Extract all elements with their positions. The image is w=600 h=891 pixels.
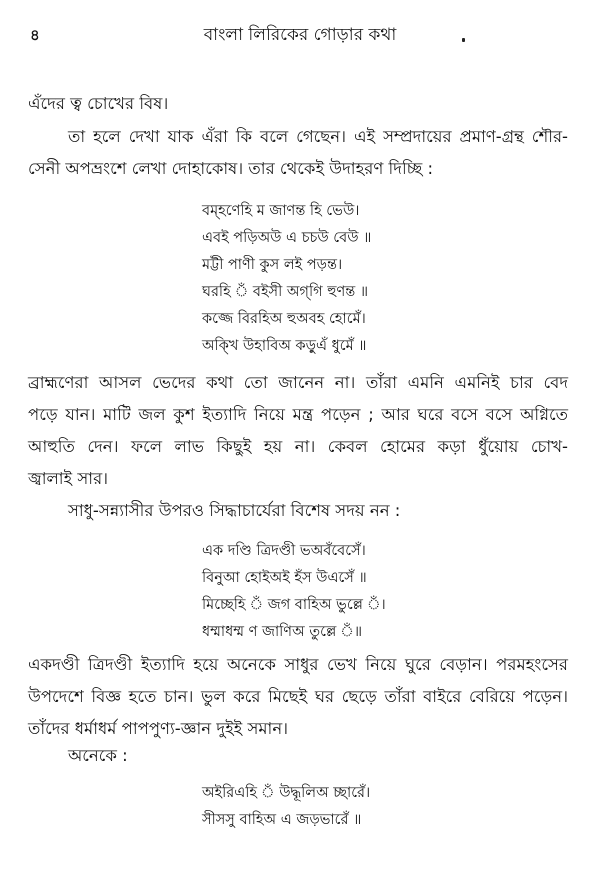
verse-line: অক্খি উহাবিঅ কড়ুএঁ ধুমেঁ ॥ bbox=[202, 338, 367, 354]
page-header bbox=[0, 22, 600, 46]
text-line: উপদেশে বিজ্ঞ হতে চান। ভুল করে মিছেই ঘর ছেড়ে তাঁরা বাইরে বেরিয়ে পড়েন। bbox=[28, 687, 568, 706]
verse-line: ধম্মাধম্ম ণ জাণিঅ তুল্লে ঁ॥ bbox=[202, 624, 363, 640]
verse-line: ঘরহি ঁ বইসী অগ্‌গি হুণন্ত ॥ bbox=[202, 284, 369, 300]
text-line: একদণ্ডী ত্রিদণ্ডী ইত্যাদি হয়ে অনেকে সাধুর ভেখ নিয়ে ঘুরে বেড়ান। পরমহংসের bbox=[28, 655, 568, 674]
text-line: সাধু-সন্ন্যাসীর উপরও সিদ্ধাচার্যেরা বিশেষ সদয় নন : bbox=[68, 501, 401, 520]
verse-line: এক দণ্ডি ত্রিদণ্ডী ভঅবঁবেসেঁ। bbox=[202, 543, 366, 559]
text-line: আহুতি দেন। ফলে লাভ কিছুই হয় না। কেবল হোমের কড়া ধুঁয়োয় চোখ- bbox=[28, 437, 568, 456]
verse-line: কজ্জে বিরহিঅ হুঅবহ হোমেঁ। bbox=[202, 311, 366, 327]
text-line: সেনী অপভ্রংশে লেখা দোহাকোষ। তার থেকেই উদাহরণ দিচ্ছি : bbox=[28, 159, 434, 178]
paragraph-2 bbox=[28, 121, 568, 185]
text-line: তাঁদের ধর্মাধর্ম পাপপুণ্য-জ্ঞান দুইই সমান। bbox=[28, 719, 289, 738]
scan-speck bbox=[462, 38, 465, 42]
text-line: এঁদের ত্ব চোখের বিষ। bbox=[28, 94, 169, 113]
text-line: অনেকে : bbox=[68, 746, 128, 765]
verse-line: মট্টী পাণী কুস লই পড়ন্ত। bbox=[202, 257, 343, 273]
verse-line: এবই পড়িঅউ এ চচউ বেউ ॥ bbox=[202, 230, 372, 246]
verse-line: মিচ্ছেহি ঁ জগ বাহিঅ ভুল্লে ঁ। bbox=[202, 597, 386, 613]
text-line: ব্রাহ্মণেরা আসল ভেদের কথা তো জানেন না। তাঁরা এমনি এমনিই চার বেদ bbox=[28, 373, 568, 392]
paragraph-4 bbox=[28, 495, 568, 527]
text-line: জ্বালাই সার। bbox=[28, 469, 109, 488]
running-title: বাংলা লিরিকের গোড়ার কথা bbox=[203, 25, 397, 45]
verse-block-1 bbox=[202, 198, 371, 360]
verse-block-3 bbox=[202, 780, 370, 834]
text-line: তা হলে দেখা যাক এঁরা কি বলে গেছেন। এই সম্প্রদায়ের প্রমাণ-গ্রন্থ শৌর- bbox=[68, 127, 568, 146]
text-line: পড়ে যান। মাটি জল কুশ ইত্যাদি নিয়ে মন্ত্র পড়েন ; আর ঘরে বসে বসে অগ্নিতে bbox=[28, 405, 568, 424]
paragraph-3 bbox=[28, 367, 568, 495]
verse-line: বিনুআ হোইঅই হঁস উএসেঁ ॥ bbox=[202, 570, 367, 586]
verse-line: বম্হণেহি ম জাণন্ত হি ভেউ। bbox=[202, 203, 360, 219]
paragraph-1 bbox=[28, 88, 568, 120]
paragraph-6 bbox=[28, 740, 568, 772]
verse-block-2 bbox=[202, 538, 386, 646]
paragraph-5 bbox=[28, 649, 568, 745]
page-number: ৪ bbox=[30, 26, 40, 44]
verse-line: অইরিএহি ঁ উদ্ধূলিঅ চ্ছারেঁ। bbox=[202, 785, 371, 801]
verse-line: সীসসু বাহিঅ এ জড়ভারেঁ ॥ bbox=[202, 812, 362, 828]
